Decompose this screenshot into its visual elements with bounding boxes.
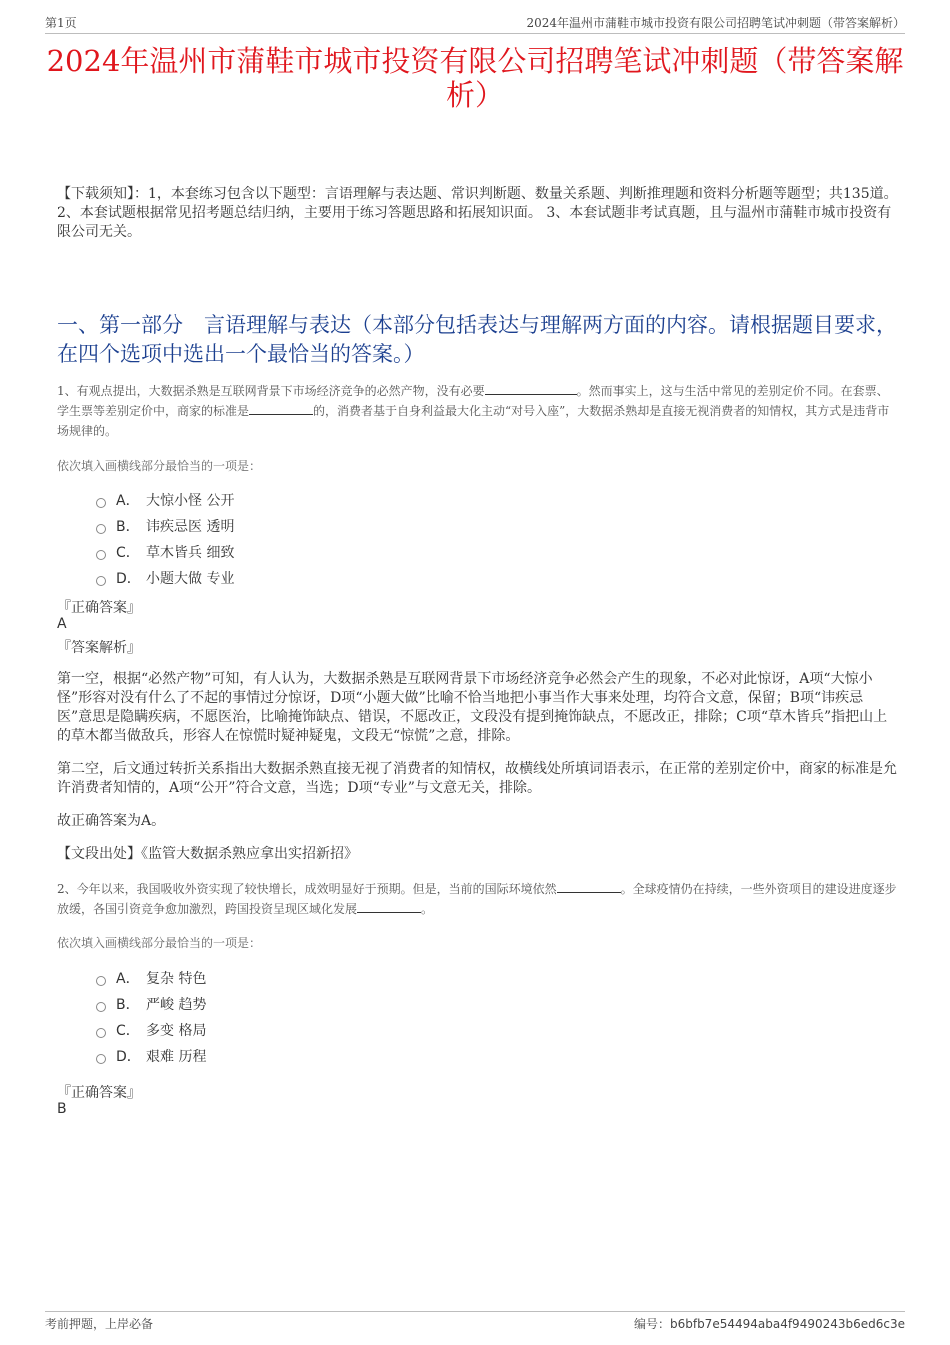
option-letter: D． [116,571,141,587]
question-2-text [57,879,898,919]
question-2-options [96,965,206,1069]
radio-icon[interactable] [96,550,106,560]
radio-icon[interactable] [96,1002,106,1012]
download-notice: 【下载须知】：1，本套练习包含以下题型：言语理解与表达题、常识判断题、数量关系题、判断推理题和资料分析题等题型；共135道。 2、本套试题根据常见招考题总结归纳，主要用于练习答题思路和拓展知识面。 3、本套试题非考试真题，且与温州市蒲鞋市城市投资有限公司无关。 [57,186,898,240]
radio-icon[interactable] [96,576,106,586]
question-1-blank-2 [249,403,313,415]
option-letter: B． [116,997,140,1013]
question-1-analysis-paragraph-2: 第二空，后文通过转折关系指出大数据杀熟直接无视了消费者的知情权，故横线处所填词语表示，在正常的差别定价中，商家的标准是允许消费者知情的，A项“公开”符合文意，当选；D项“专业”与文意无关，排除。 [57,761,897,796]
question-2-text-part-c: 。 [421,902,434,916]
page-number: 第1页 [45,16,77,30]
option-text: 复杂 特色 [146,971,207,987]
question-1-source: 【文段出处】《监管大数据杀熟应拿出实招新招》 [57,846,358,862]
question-1-analysis-paragraph-1: 第一空，根据“必然产物”可知，有人认为，大数据杀熟是互联网背景下市场经济竞争必然会产生的现象，不必对此惊讶，A项“大惊小怪”形容对没有什么了不起的事情过分惊讶，D项“小题大做”比喻不恰当地把小事当作大事来处理，均符合文意，保留；B项“讳疾忌医”意思是隐瞒疾病，不愿医治，比喻掩饰缺点、错误，不愿改正，文段没有提到掩饰缺点，不愿改正，排除；C项“草木皆兵”指把山上的草木都当做敌兵，形容人在惊慌时疑神疑鬼，文段无“惊慌”之意，排除。 [57,671,888,744]
question-2-option-c[interactable] [96,1017,206,1043]
document-title: 2024年温州市蒲鞋市城市投资有限公司招聘笔试冲刺题（带答案解析） [46,44,904,112]
question-2-text-part-b: 。全球疫情仍在持续，一些外资项目的建设进度逐步放缓，各国引资竞争愈加激烈，跨国投资呈现区域化发展 [57,882,897,916]
question-1-analysis-label: 『答案解析』 [57,640,141,656]
question-1-analysis-conclusion: 故正确答案为A。 [57,813,166,829]
footer-code-value: b6bfb7e54494aba4f9490243b6ed6c3e [669,1317,905,1331]
radio-icon[interactable] [96,524,106,534]
option-letter: B． [116,519,140,535]
question-2-blank-1 [557,881,621,893]
page-header [45,14,905,34]
question-1-option-a[interactable] [96,487,234,513]
question-2-text-part-a: 2、今年以来，我国吸收外资实现了较快增长，成效明显好于预期。但是，当前的国际环境依然 [57,882,557,896]
option-letter: A． [116,493,140,509]
option-text: 严峻 趋势 [146,997,207,1013]
question-1-option-d[interactable] [96,565,234,591]
question-1-instruction: 依次填入画横线部分最恰当的一项是： [57,459,262,473]
option-letter: A． [116,971,140,987]
question-2-option-a[interactable] [96,965,206,991]
question-2-blank-2 [357,901,421,913]
option-text: 讳疾忌医 透明 [146,519,235,535]
question-1-text-part-a: 1、有观点提出，大数据杀熟是互联网背景下市场经济竞争的必然产物，没有必要 [57,384,485,398]
footer-code [634,1315,905,1332]
footer-slogan: 考前押题，上岸必备 [45,1317,154,1331]
question-2-option-d[interactable] [96,1043,206,1069]
option-text: 草木皆兵 细致 [146,545,235,561]
question-1-text-part-b: 。然而事实上，这与生活中常见的差别定价不同。在套票、学生票等差别定价中，商家的标准是 [57,384,889,418]
radio-icon[interactable] [96,1054,106,1064]
radio-icon[interactable] [96,976,106,986]
question-1-text-part-c: 的，消费者基于自身利益最大化主动“对号入座”，大数据杀熟却是直接无视消费者的知情权，其方式是违背市场规律的。 [57,404,890,438]
question-1-answer: A [57,616,67,632]
radio-icon[interactable] [96,1028,106,1038]
option-text: 小题大做 专业 [146,571,235,587]
radio-icon[interactable] [96,498,106,508]
question-2-answer: B [57,1101,67,1117]
question-2-answer-label: 『正确答案』 [57,1085,141,1101]
option-letter: D． [116,1049,141,1065]
option-text: 艰难 历程 [146,1049,207,1065]
question-2-option-b[interactable] [96,991,206,1017]
question-1-answer-label: 『正确答案』 [57,600,141,616]
question-1-blank-1 [485,383,577,395]
section-title: 一、第一部分 言语理解与表达（本部分包括表达与理解两方面的内容。请根据题目要求，在四个选项中选出一个最恰当的答案。） [57,313,897,366]
option-text: 大惊小怪 公开 [146,493,235,509]
question-1-text [57,381,898,441]
option-letter: C． [116,1023,140,1039]
option-letter: C． [116,545,140,561]
header-doc-title: 2024年温州市蒲鞋市城市投资有限公司招聘笔试冲刺题（带答案解析） [526,16,905,30]
footer-code-label: 编号： [633,1317,670,1331]
page-footer [45,1311,905,1331]
question-1-option-c[interactable] [96,539,234,565]
question-2-instruction: 依次填入画横线部分最恰当的一项是： [57,936,262,950]
question-1-option-b[interactable] [96,513,234,539]
option-text: 多变 格局 [146,1023,207,1039]
question-1-options [96,487,234,591]
